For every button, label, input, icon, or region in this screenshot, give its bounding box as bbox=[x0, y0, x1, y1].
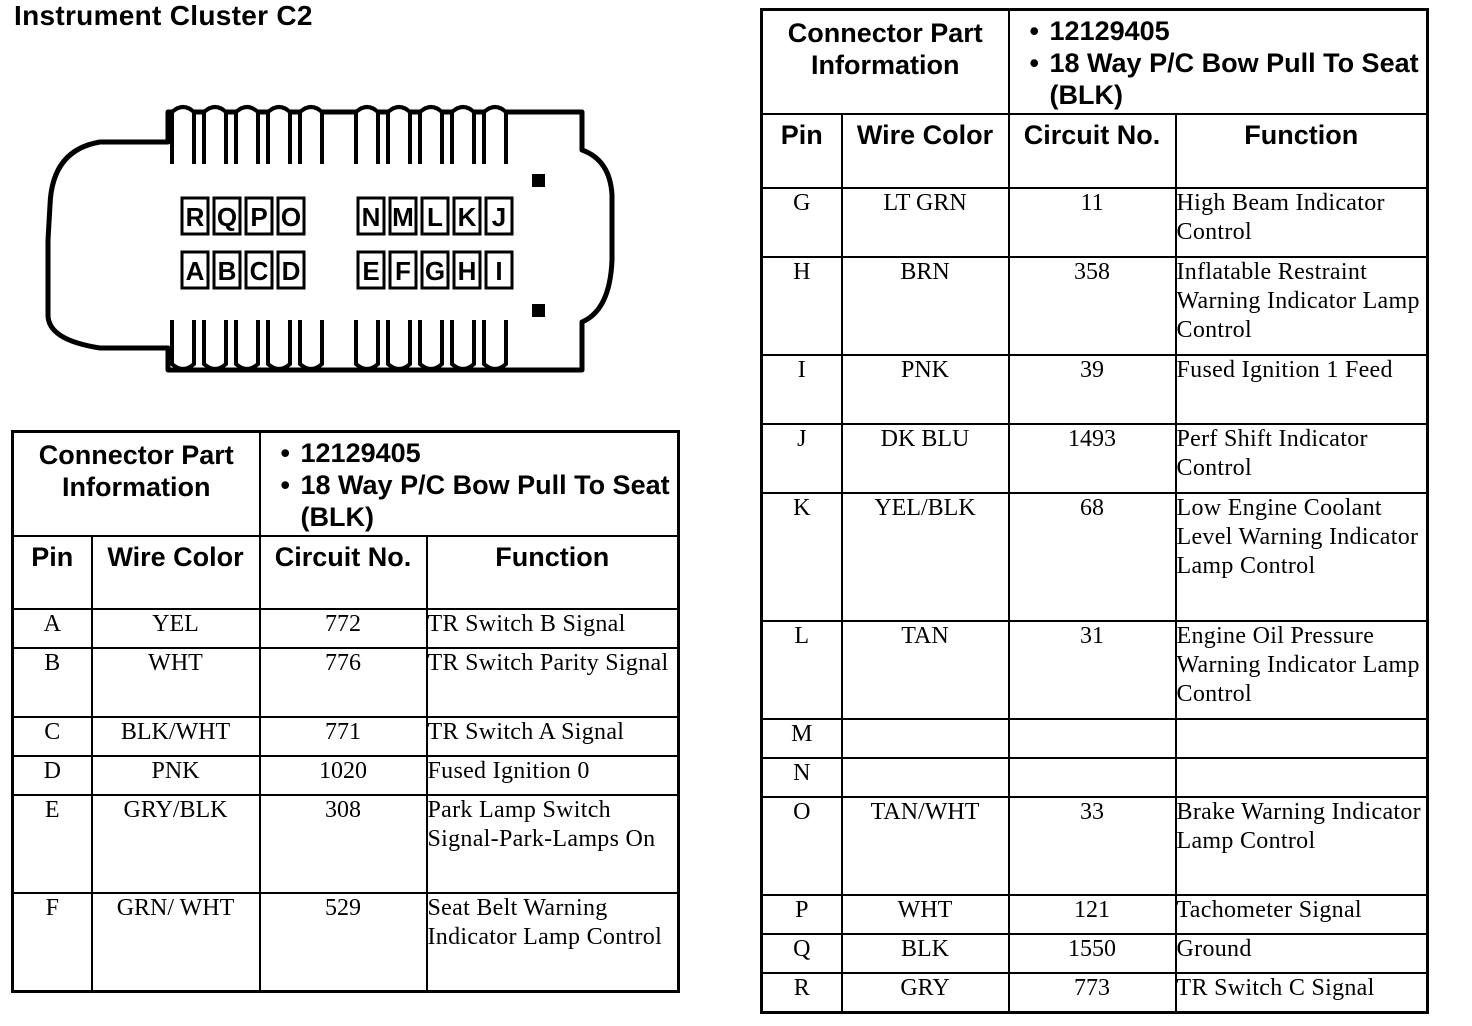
function-cell: Tachometer Signal bbox=[1176, 895, 1428, 934]
pin-cavity-label: D bbox=[281, 256, 301, 286]
col-header-wire-color: Wire Color bbox=[842, 114, 1009, 188]
col-header-function: Function bbox=[427, 536, 679, 609]
pin-cell: J bbox=[762, 424, 842, 493]
pin-table-left bbox=[11, 430, 680, 993]
pin-cavity-label: J bbox=[491, 202, 507, 232]
table-row bbox=[762, 188, 1428, 257]
pin-table-right bbox=[760, 8, 1429, 1014]
wire-color-cell: BRN bbox=[842, 257, 1009, 355]
function-cell: Fused Ignition 0 bbox=[427, 756, 679, 795]
col-header-function: Function bbox=[1176, 114, 1428, 188]
wire-color-cell: WHT bbox=[92, 648, 260, 717]
function-cell: Seat Belt Warning Indicator Lamp Control bbox=[427, 893, 679, 991]
connector-info-values bbox=[1009, 10, 1428, 115]
table-row bbox=[762, 758, 1428, 797]
connector-fin bbox=[268, 107, 290, 164]
wire-color-cell: DK BLU bbox=[842, 424, 1009, 493]
col-header-circuit-no: Circuit No. bbox=[260, 536, 427, 609]
function-cell: Brake Warning Indicator Lamp Control bbox=[1176, 797, 1428, 895]
pin-cell: K bbox=[762, 493, 842, 621]
connector-fin bbox=[236, 107, 258, 164]
circuit-cell: 529 bbox=[260, 893, 427, 991]
pin-cavity-label: R bbox=[185, 202, 205, 232]
pin-cavity-label: E bbox=[362, 256, 380, 286]
connector-fin bbox=[236, 320, 258, 369]
wire-color-cell: GRY bbox=[842, 973, 1009, 1012]
pin-cell: Q bbox=[762, 934, 842, 973]
table-row bbox=[762, 424, 1428, 493]
pin-cavity-label: O bbox=[280, 202, 302, 232]
function-cell bbox=[1176, 719, 1428, 758]
connector-fin bbox=[452, 320, 474, 369]
wire-color-cell: GRY/BLK bbox=[92, 795, 260, 893]
wire-color-cell bbox=[842, 758, 1009, 797]
connector-description: • 18 Way P/C Bow Pull To Seat (BLK) bbox=[1050, 47, 1427, 111]
table-row bbox=[762, 934, 1428, 973]
connector-fin bbox=[300, 107, 322, 164]
connector-fin bbox=[356, 107, 378, 164]
wire-color-cell: BLK bbox=[842, 934, 1009, 973]
pin-cavity-label: C bbox=[249, 256, 269, 286]
pin-cavity-label: F bbox=[395, 256, 411, 286]
table-row bbox=[762, 257, 1428, 355]
connector-fin bbox=[300, 320, 322, 369]
circuit-cell: 33 bbox=[1009, 797, 1176, 895]
pin-cell: O bbox=[762, 797, 842, 895]
connector-fin bbox=[420, 107, 442, 164]
function-cell: Perf Shift Indicator Control bbox=[1176, 424, 1428, 493]
connector-fin bbox=[452, 107, 474, 164]
connector-fin bbox=[420, 320, 442, 369]
pin-cavity-label: N bbox=[361, 202, 381, 232]
connector-face-diagram bbox=[40, 100, 650, 380]
pin-cell: E bbox=[13, 795, 92, 893]
pin-cell: N bbox=[762, 758, 842, 797]
pin-cavity-label: B bbox=[217, 256, 237, 286]
col-header-pin: Pin bbox=[762, 114, 842, 188]
pin-cavity-label: A bbox=[185, 256, 205, 286]
table-row bbox=[762, 493, 1428, 621]
function-cell: Fused Ignition 1 Feed bbox=[1176, 355, 1428, 424]
pin-cell: L bbox=[762, 621, 842, 719]
circuit-cell: 771 bbox=[260, 717, 427, 756]
table-row bbox=[13, 648, 679, 717]
wire-color-cell: LT GRN bbox=[842, 188, 1009, 257]
pin-cavity-label: I bbox=[495, 256, 503, 286]
wire-color-cell: YEL bbox=[92, 609, 260, 648]
pin-cavity-label: K bbox=[457, 202, 477, 232]
pin-cell: M bbox=[762, 719, 842, 758]
part-number: • 12129405 bbox=[1050, 15, 1427, 47]
connector-description: • 18 Way P/C Bow Pull To Seat (BLK) bbox=[301, 469, 678, 533]
connector-info-label: Connector Part Information bbox=[13, 432, 260, 537]
circuit-cell: 358 bbox=[1009, 257, 1176, 355]
function-cell: Inflatable Restraint Warning Indicator Lamp Control bbox=[1176, 257, 1428, 355]
circuit-cell: 308 bbox=[260, 795, 427, 893]
table-row bbox=[13, 756, 679, 795]
connector-fin bbox=[172, 107, 194, 164]
pin-cell: A bbox=[13, 609, 92, 648]
wire-color-cell bbox=[842, 719, 1009, 758]
pin-cell: H bbox=[762, 257, 842, 355]
pin-cell: P bbox=[762, 895, 842, 934]
circuit-cell: 11 bbox=[1009, 188, 1176, 257]
function-cell: TR Switch B Signal bbox=[427, 609, 679, 648]
wire-color-cell: PNK bbox=[842, 355, 1009, 424]
circuit-cell: 31 bbox=[1009, 621, 1176, 719]
circuit-cell: 776 bbox=[260, 648, 427, 717]
connector-info-label: Connector Part Information bbox=[762, 10, 1009, 115]
connector-fin bbox=[172, 320, 194, 369]
pin-cell: D bbox=[13, 756, 92, 795]
wire-color-cell: YEL/BLK bbox=[842, 493, 1009, 621]
wire-color-cell: BLK/WHT bbox=[92, 717, 260, 756]
wire-color-cell: PNK bbox=[92, 756, 260, 795]
pin-cavity-label: Q bbox=[216, 202, 238, 232]
function-cell: Low Engine Coolant Level Warning Indicator Lamp Control bbox=[1176, 493, 1428, 621]
key-mark-lower bbox=[532, 304, 545, 317]
connector-fin bbox=[388, 107, 410, 164]
wire-color-cell: WHT bbox=[842, 895, 1009, 934]
function-cell: TR Switch C Signal bbox=[1176, 973, 1428, 1012]
table-row bbox=[13, 795, 679, 893]
function-cell: Park Lamp Switch Signal-Park-Lamps On bbox=[427, 795, 679, 893]
pin-cavity-label: M bbox=[392, 202, 414, 232]
function-cell bbox=[1176, 758, 1428, 797]
wire-color-cell: GRN/ WHT bbox=[92, 893, 260, 991]
connector-info-values bbox=[260, 432, 679, 537]
col-header-circuit-no: Circuit No. bbox=[1009, 114, 1176, 188]
table-row bbox=[13, 609, 679, 648]
connector-fin bbox=[484, 107, 506, 164]
key-mark-upper bbox=[532, 174, 545, 187]
pin-cavity-label: G bbox=[424, 256, 446, 286]
part-number: • 12129405 bbox=[301, 437, 678, 469]
col-header-wire-color: Wire Color bbox=[92, 536, 260, 609]
table-row bbox=[762, 719, 1428, 758]
pin-cavity-label: L bbox=[427, 202, 443, 232]
circuit-cell: 772 bbox=[260, 609, 427, 648]
table-row bbox=[762, 621, 1428, 719]
circuit-cell: 68 bbox=[1009, 493, 1176, 621]
table-row bbox=[762, 895, 1428, 934]
page-title: Instrument Cluster C2 bbox=[14, 0, 313, 31]
connector-fin bbox=[388, 320, 410, 369]
col-header-pin: Pin bbox=[13, 536, 92, 609]
wire-color-cell: TAN bbox=[842, 621, 1009, 719]
circuit-cell: 1493 bbox=[1009, 424, 1176, 493]
circuit-cell: 1020 bbox=[260, 756, 427, 795]
pin-cell: G bbox=[762, 188, 842, 257]
function-cell: Ground bbox=[1176, 934, 1428, 973]
circuit-cell bbox=[1009, 719, 1176, 758]
pin-cavity-label: H bbox=[457, 256, 477, 286]
pin-cell: B bbox=[13, 648, 92, 717]
table-row bbox=[762, 973, 1428, 1012]
function-cell: TR Switch Parity Signal bbox=[427, 648, 679, 717]
pin-cell: F bbox=[13, 893, 92, 991]
function-cell: Engine Oil Pressure Warning Indicator Lamp Control bbox=[1176, 621, 1428, 719]
pin-cavity-label: P bbox=[250, 202, 268, 232]
circuit-cell: 39 bbox=[1009, 355, 1176, 424]
connector-fin bbox=[356, 320, 378, 369]
connector-fin bbox=[484, 320, 506, 369]
pin-cell: R bbox=[762, 973, 842, 1012]
circuit-cell: 1550 bbox=[1009, 934, 1176, 973]
circuit-cell bbox=[1009, 758, 1176, 797]
circuit-cell: 121 bbox=[1009, 895, 1176, 934]
connector-fin bbox=[204, 107, 226, 164]
pin-cell: C bbox=[13, 717, 92, 756]
connector-fin bbox=[204, 320, 226, 369]
connector-fin bbox=[268, 320, 290, 369]
table-row bbox=[762, 355, 1428, 424]
table-row bbox=[13, 893, 679, 991]
pin-cell: I bbox=[762, 355, 842, 424]
circuit-cell: 773 bbox=[1009, 973, 1176, 1012]
table-row bbox=[13, 717, 679, 756]
wire-color-cell: TAN/WHT bbox=[842, 797, 1009, 895]
table-row bbox=[762, 797, 1428, 895]
function-cell: TR Switch A Signal bbox=[427, 717, 679, 756]
function-cell: High Beam Indicator Control bbox=[1176, 188, 1428, 257]
